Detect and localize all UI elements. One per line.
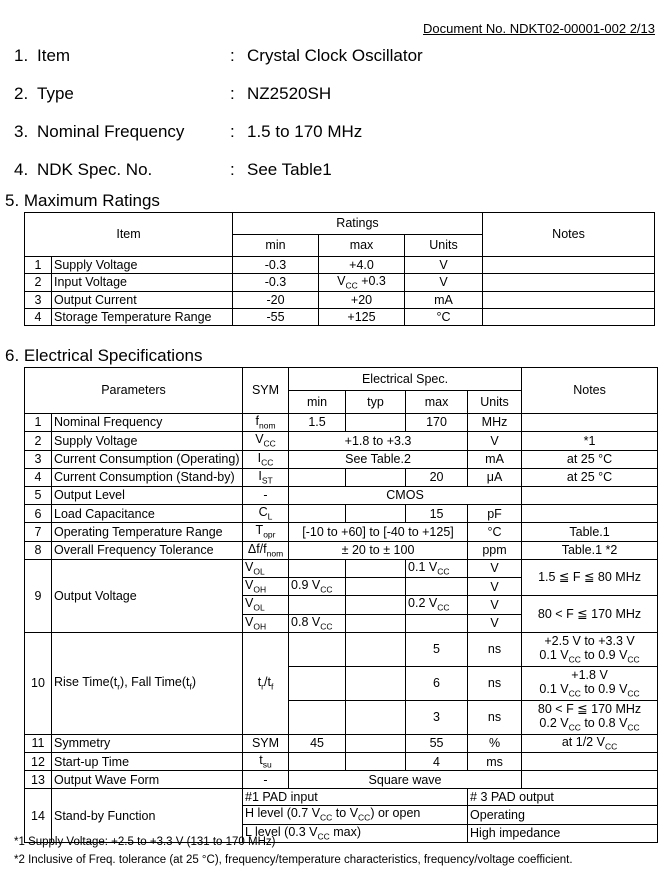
item-value: 1.5 to 170 MHz <box>247 122 363 141</box>
table-row <box>25 450 658 468</box>
row-number: 2 <box>25 432 52 450</box>
row-max: 170 <box>406 414 468 432</box>
header-item: Item <box>25 213 233 257</box>
item-row <box>14 75 664 113</box>
row-typ <box>346 468 406 486</box>
row-number: 10 <box>25 632 52 734</box>
header-typ: typ <box>346 391 406 414</box>
row-unit: V <box>468 578 522 596</box>
row-max: 6 <box>406 666 468 700</box>
row-param: Symmetry <box>52 734 243 752</box>
row-notes: +2.5 V to +3.3 V 0.1 $V_{CC}$ to 0.9 $V_{CC}$ <box>522 632 658 666</box>
row-min <box>289 505 346 523</box>
row-sym: $V_{OH}$ <box>243 578 289 596</box>
row-sym: - <box>243 487 289 505</box>
item-row <box>14 37 664 75</box>
max-ratings-table <box>24 212 655 326</box>
row-item: Input Voltage <box>52 274 233 292</box>
table-row <box>25 487 658 505</box>
row-max: 4 <box>406 753 468 771</box>
row-number: 7 <box>25 523 52 541</box>
row-spec: CMOS <box>289 487 522 505</box>
row-max: 0.1 $V_{CC}$ <box>406 559 468 577</box>
row-param: Output Wave Form <box>52 771 243 789</box>
row-min <box>289 468 346 486</box>
header-max: max <box>406 391 468 414</box>
row-min <box>289 753 346 771</box>
row-item: Storage Temperature Range <box>52 309 233 326</box>
row-param: Output Voltage <box>52 559 243 632</box>
row-max: $V_{CC} +0.3$ <box>319 274 405 292</box>
row-unit: ns <box>468 666 522 700</box>
row-number: 12 <box>25 753 52 771</box>
header-ratings: Ratings <box>233 213 483 235</box>
row-max: 20 <box>406 468 468 486</box>
row-number: 1 <box>25 257 52 274</box>
row-min <box>289 632 346 666</box>
row-notes <box>483 292 655 309</box>
table-row <box>25 505 658 523</box>
row-notes: at 25 °C <box>522 450 658 468</box>
item-value: NZ2520SH <box>247 84 332 103</box>
table-row <box>25 753 658 771</box>
row-param: Current Consumption (Stand-by) <box>52 468 243 486</box>
row-unit: μA <box>468 468 522 486</box>
row-item: Output Current <box>52 292 233 309</box>
item-number: 4. <box>14 160 29 179</box>
row-standby-output: Operating <box>468 806 658 824</box>
row-min <box>289 559 346 577</box>
row-number: 9 <box>25 559 52 632</box>
row-min: 0.9 $V_{CC}$ <box>289 578 346 596</box>
row-max: 3 <box>406 700 468 734</box>
row-notes: 80 < F ≦ 170 MHz <box>522 596 658 633</box>
table-row <box>25 789 658 806</box>
row-unit: ms <box>468 753 522 771</box>
row-sym: $V_{OH}$ <box>243 614 289 632</box>
header-min: min <box>233 235 319 257</box>
row-unit: V <box>405 257 483 274</box>
row-typ <box>346 596 406 614</box>
item-colon: : <box>230 84 235 103</box>
header-min: min <box>289 391 346 414</box>
row-item: Supply Voltage <box>52 257 233 274</box>
row-standby-output: # 3 PAD output <box>468 789 658 806</box>
row-number: 14 <box>25 789 52 843</box>
row-param: Load Capacitance <box>52 505 243 523</box>
row-unit: °C <box>405 309 483 326</box>
header-notes: Notes <box>483 213 655 257</box>
row-unit: °C <box>468 523 522 541</box>
row-max: 5 <box>406 632 468 666</box>
table-row <box>25 274 655 292</box>
row-notes <box>522 487 658 505</box>
table-row <box>25 432 658 450</box>
row-unit: V <box>468 432 522 450</box>
table-row <box>25 771 658 789</box>
row-standby-input: #1 PAD input <box>243 789 468 806</box>
item-number: 2. <box>14 84 29 103</box>
header-electrical-spec: Electrical Spec. <box>289 368 522 391</box>
row-number: 8 <box>25 541 52 559</box>
row-notes <box>522 753 658 771</box>
item-value: Crystal Clock Oscillator <box>247 46 423 65</box>
header-units: Units <box>405 235 483 257</box>
item-row <box>14 113 664 151</box>
row-sym: $t_r/t_f$ <box>243 632 289 734</box>
item-list <box>14 37 664 189</box>
row-standby-output: High impedance <box>468 824 658 842</box>
row-sym: $I_{ST}$ <box>243 468 289 486</box>
row-min: -0.3 <box>233 257 319 274</box>
electrical-specs-table <box>24 367 658 843</box>
table-row <box>25 559 658 577</box>
row-param: Nominal Frequency <box>52 414 243 432</box>
row-unit: pF <box>468 505 522 523</box>
row-sym: $V_{CC}$ <box>243 432 289 450</box>
section-title-electrical-specs: 6. Electrical Specifications <box>5 346 203 365</box>
row-param: Start-up Time <box>52 753 243 771</box>
row-number: 3 <box>25 450 52 468</box>
header-notes: Notes <box>522 368 658 414</box>
row-min <box>289 666 346 700</box>
row-param: Output Level <box>52 487 243 505</box>
row-notes: +1.8 V 0.1 $V_{CC}$ to 0.9 $V_{CC}$ <box>522 666 658 700</box>
row-unit: ns <box>468 632 522 666</box>
row-unit: mA <box>468 450 522 468</box>
row-notes: at 1/2 $V_{CC}$ <box>522 734 658 752</box>
row-notes: Table.1 <box>522 523 658 541</box>
row-param: Current Consumption (Operating) <box>52 450 243 468</box>
item-value: See Table1 <box>247 160 332 179</box>
row-unit: ppm <box>468 541 522 559</box>
row-max <box>406 578 468 596</box>
row-min <box>289 700 346 734</box>
table-row <box>25 734 658 752</box>
row-typ <box>346 700 406 734</box>
row-sym: $I_{CC}$ <box>243 450 289 468</box>
row-notes <box>483 309 655 326</box>
row-typ <box>346 734 406 752</box>
row-sym: $\Delta f/f_{nom}$ <box>243 541 289 559</box>
row-number: 11 <box>25 734 52 752</box>
row-max <box>406 614 468 632</box>
footnote-1: *1 Supply Voltage: +2.5 to +3.3 V (131 to 170 MHz) <box>14 836 276 848</box>
row-param: Stand-by Function <box>52 789 243 843</box>
header-sym: SYM <box>243 368 289 414</box>
row-sym: $V_{OL}$ <box>243 559 289 577</box>
row-sym: $f_{nom}$ <box>243 414 289 432</box>
row-typ <box>346 578 406 596</box>
row-spec: See Table.2 <box>289 450 468 468</box>
table-row <box>25 468 658 486</box>
item-number: 3. <box>14 122 29 141</box>
item-label: Item <box>37 46 71 65</box>
row-notes <box>483 257 655 274</box>
item-row <box>14 151 664 189</box>
row-unit: V <box>405 274 483 292</box>
header-parameters: Parameters <box>25 368 243 414</box>
row-max: +125 <box>319 309 405 326</box>
row-max: 0.2 $V_{CC}$ <box>406 596 468 614</box>
row-max: 55 <box>406 734 468 752</box>
row-unit: MHz <box>468 414 522 432</box>
item-colon: : <box>230 160 235 179</box>
row-notes <box>522 414 658 432</box>
row-sym: $T_{opr}$ <box>243 523 289 541</box>
item-label: Type <box>37 84 74 103</box>
row-unit: V <box>468 614 522 632</box>
row-max: 15 <box>406 505 468 523</box>
row-number: 3 <box>25 292 52 309</box>
item-colon: : <box>230 46 235 65</box>
row-param: Overall Frequency Tolerance <box>52 541 243 559</box>
row-sym: $t_{su}$ <box>243 753 289 771</box>
row-max: +4.0 <box>319 257 405 274</box>
row-unit: mA <box>405 292 483 309</box>
row-spec: [-10 to +60] to [-40 to +125] <box>289 523 468 541</box>
row-notes: 1.5 ≦ F ≦ 80 MHz <box>522 559 658 596</box>
table-row <box>25 632 658 666</box>
row-typ <box>346 559 406 577</box>
item-number: 1. <box>14 46 29 65</box>
row-notes <box>483 274 655 292</box>
row-min: 0.8 $V_{CC}$ <box>289 614 346 632</box>
row-typ <box>346 614 406 632</box>
row-param: Operating Temperature Range <box>52 523 243 541</box>
table-row <box>25 309 655 326</box>
row-number: 5 <box>25 487 52 505</box>
row-number: 4 <box>25 468 52 486</box>
row-spec: Square wave <box>289 771 522 789</box>
row-notes <box>522 505 658 523</box>
row-standby-input: H level (0.7 $V_{CC}$ to $V_{CC}$) or open <box>243 806 468 824</box>
section-title-max-ratings: 5. Maximum Ratings <box>5 191 160 210</box>
table-row <box>25 414 658 432</box>
row-number: 2 <box>25 274 52 292</box>
row-unit: ns <box>468 700 522 734</box>
row-notes: 80 < F ≦ 170 MHz 0.2 $V_{CC}$ to 0.8 $V_{CC}$ <box>522 700 658 734</box>
row-min: -55 <box>233 309 319 326</box>
row-typ <box>346 632 406 666</box>
row-standby-input: L level (0.3 $V_{CC}$ max) <box>243 824 468 842</box>
row-min: 1.5 <box>289 414 346 432</box>
row-unit: V <box>468 596 522 614</box>
row-min: -20 <box>233 292 319 309</box>
row-notes: Table.1 *2 <box>522 541 658 559</box>
row-spec: ± 20 to ± 100 <box>289 541 468 559</box>
row-sym: $C_L$ <box>243 505 289 523</box>
row-min: -0.3 <box>233 274 319 292</box>
row-min: 45 <box>289 734 346 752</box>
table-row <box>25 257 655 274</box>
item-label: Nominal Frequency <box>37 122 185 141</box>
row-max: +20 <box>319 292 405 309</box>
row-sym: $V_{OL}$ <box>243 596 289 614</box>
row-number: 1 <box>25 414 52 432</box>
item-colon: : <box>230 122 235 141</box>
footnote-2: *2 Inclusive of Freq. tolerance (at 25 °C), frequency/temperature characteristics, frequency/voltage coefficient. <box>14 854 573 866</box>
row-param: Supply Voltage <box>52 432 243 450</box>
row-spec: +1.8 to +3.3 <box>289 432 468 450</box>
row-sym: - <box>243 771 289 789</box>
row-notes <box>522 771 658 789</box>
row-typ <box>346 505 406 523</box>
row-number: 4 <box>25 309 52 326</box>
document-number: Document No. NDKT02-00001-002 2/13 <box>423 21 655 36</box>
row-number: 13 <box>25 771 52 789</box>
row-notes: at 25 °C <box>522 468 658 486</box>
item-label: NDK Spec. No. <box>37 160 153 179</box>
row-typ <box>346 414 406 432</box>
table-row <box>25 523 658 541</box>
table-row <box>25 292 655 309</box>
row-typ <box>346 666 406 700</box>
row-unit: % <box>468 734 522 752</box>
row-param: Rise $Time(t_r)$, Fall $Time(t_f)$ <box>52 632 243 734</box>
row-notes: *1 <box>522 432 658 450</box>
header-units: Units <box>468 391 522 414</box>
row-sym: SYM <box>243 734 289 752</box>
row-min <box>289 596 346 614</box>
row-typ <box>346 753 406 771</box>
header-max: max <box>319 235 405 257</box>
table-row <box>25 541 658 559</box>
row-unit: V <box>468 559 522 577</box>
row-number: 6 <box>25 505 52 523</box>
